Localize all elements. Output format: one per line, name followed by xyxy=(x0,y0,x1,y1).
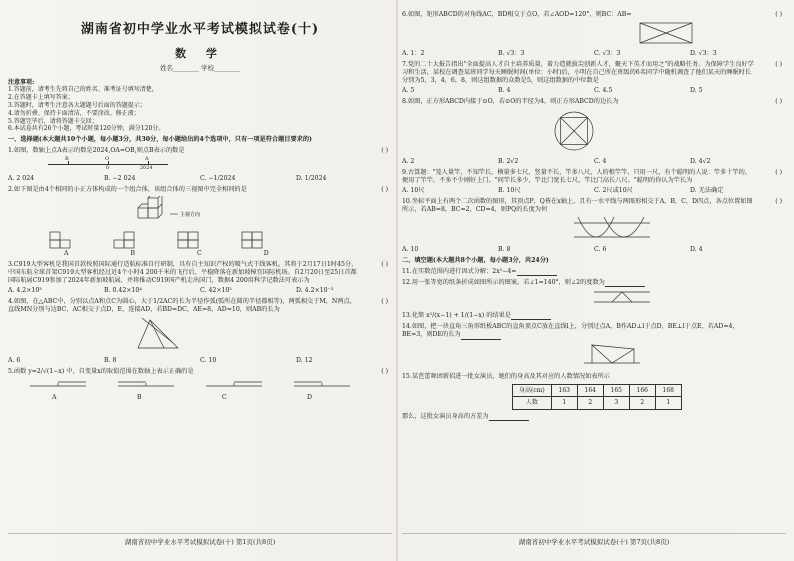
triangle-figure xyxy=(128,316,392,355)
view-labels xyxy=(64,250,392,258)
circle-square-figure xyxy=(552,109,786,156)
option-a[interactable]: A. 10尺 xyxy=(402,186,425,194)
number-line-d[interactable] xyxy=(292,378,352,392)
option-a[interactable]: A. 4.2×10³ xyxy=(8,286,42,294)
option-a[interactable]: A. 1：2 xyxy=(402,50,425,58)
option-c[interactable]: C. √3：3 xyxy=(594,50,621,58)
question-9 xyxy=(402,169,786,185)
answer-paren: ( ) xyxy=(775,61,782,69)
point-o-label: O xyxy=(105,156,110,163)
note-item: 3.答题时，请考生注意各大题题号后面的答题提示； xyxy=(8,102,146,110)
question-10-options xyxy=(402,246,786,254)
zero-label: 0 xyxy=(106,165,110,172)
question-7-text: 7.党的二十大报告指出"全面提高人才自主培养质量，着力造就拔尖创新人才，聚天下英才而用之"的战略任务。为保障学生良好学习和生活，某校在调查某班同学每天睡眠时间(单位：小时)后，小明在自己所在班级的6名同学中随机调查了他们某天的睡眠时长分别为5，3，4，6，8，则这组数据的众数是5，则这组数据的中位数是 xyxy=(402,61,754,85)
option-d[interactable]: D. 4√2 xyxy=(690,157,711,165)
answer-blank[interactable] xyxy=(517,275,557,276)
question-5-options xyxy=(52,394,392,402)
question-12 xyxy=(402,279,786,287)
question-1-options xyxy=(8,175,392,183)
question-13 xyxy=(402,312,786,320)
option-d[interactable]: D. 5 xyxy=(690,87,703,95)
parabola-figure xyxy=(572,215,786,244)
view-d[interactable] xyxy=(240,230,264,250)
option-d[interactable]: D xyxy=(307,394,312,402)
table-cell: 165 xyxy=(603,384,629,397)
table-cell: 身高(cm) xyxy=(513,384,552,397)
left-page xyxy=(8,8,392,554)
option-d[interactable]: D. 12 xyxy=(296,357,313,365)
option-b[interactable]: B. 4 xyxy=(498,87,511,95)
option-c[interactable]: C. 4.5 xyxy=(594,87,613,95)
option-c[interactable]: C. 4 xyxy=(594,157,607,165)
option-a[interactable]: A xyxy=(52,394,57,402)
question-13-text: 13.化简 x²/(x−1) + 1/(1−x) 的结果是 xyxy=(402,312,511,320)
question-14 xyxy=(402,323,786,339)
answer-paren: ( ) xyxy=(775,168,782,176)
question-9-text: 9.古算题："笼人量竿，不知竿长，横量多七尺，竖量不长，竿多八尺，人的根竿竿，只用一尺，有个聪明的人说：竿多十竿的，便用了竿竿，不多不少刚好上门。"问竿长多少，竿比门宽长七尺，竿比门高长八尺。"聪明的你认为竿长为 xyxy=(402,168,752,184)
answer-paren: ( ) xyxy=(381,147,388,155)
option-b[interactable]: B. √3：3 xyxy=(498,50,525,58)
question-3-text: 3.C919大型客机是我国首款按照国际通行适航标准自行研制，具有自主知识产权的喷气式干线客机。其将于2月17日1时45分，中国东航全球首架C919大型客机经过近4个小时4 200千米的飞行后，平稳降落在新加坡樟宜国际机场。自2月20日至25日首都国际航展C919参加了2024年新加坡航展，并将推动C919国产机走出国门，数据4 200用科学记数法可表示为 xyxy=(8,260,358,284)
option-b[interactable]: B. −2 024 xyxy=(104,175,136,183)
option-b[interactable]: B. 10尺 xyxy=(498,186,521,194)
option-d[interactable]: D. 4 xyxy=(690,246,703,253)
value-label: 2024 xyxy=(140,165,153,172)
option-a[interactable]: A. 6 xyxy=(8,357,21,365)
table-cell: 166 xyxy=(629,384,655,397)
view-label: A xyxy=(64,249,69,257)
three-views-options xyxy=(48,230,392,250)
point-b-label: B xyxy=(65,156,69,163)
view-label: D xyxy=(263,249,269,257)
view-direction-label: 主视方向 xyxy=(180,212,201,219)
answer-paren: ( ) xyxy=(381,297,388,305)
answer-blank[interactable] xyxy=(511,319,551,320)
question-2-text: 2.如下图是由4个相同的小正方体构成的一个组合体，该组合体的三视图中完全相同的是 xyxy=(8,186,247,194)
question-9-options xyxy=(402,187,786,195)
option-c[interactable]: C. 10 xyxy=(200,357,217,365)
question-6-options xyxy=(402,50,786,58)
option-c[interactable]: C xyxy=(222,394,227,402)
number-line-a[interactable] xyxy=(28,378,88,392)
question-4 xyxy=(8,298,392,314)
note-item: 2.在答题卡上填写答案； xyxy=(8,94,74,102)
question-11-text: 11.在实数范围内进行因式分解：2x²−4= xyxy=(402,268,517,276)
question-8-options xyxy=(402,158,786,166)
question-5-text: 5.函数 y=2/√(1−x) 中，自变量x的取值范围在数轴上表示正确的是 xyxy=(8,368,194,376)
question-7-options xyxy=(402,87,786,95)
question-15-text: 15.某芭蕾舞团新招进一批女演员，她们的身高及其对应的人数情况如表所示 xyxy=(402,372,610,380)
question-12-text: 12.用一张等宽的纸条折成如图所示的图案，若∠1=140°，则∠2的度数为 xyxy=(402,279,605,287)
question-11 xyxy=(402,268,786,276)
option-a[interactable]: A. 10 xyxy=(402,246,419,253)
height-table xyxy=(512,384,682,411)
answer-blank[interactable] xyxy=(605,286,645,287)
option-a[interactable]: A. 2 xyxy=(402,157,415,165)
option-b[interactable]: B. 8 xyxy=(498,246,511,253)
option-b[interactable]: B xyxy=(137,394,142,402)
section-1-heading: 一、选择题(本大题共10个小题，每小题3分，共30分，每小题给出的4个选项中，只有一项是符合题目要求的) xyxy=(8,136,312,144)
question-6-text: 6.如图，矩形ABCD的对角线AC，BD相交于点O，若∠AOD=120°，则BC：AB= xyxy=(402,11,632,18)
answer-blank[interactable] xyxy=(461,339,501,340)
question-4-options xyxy=(8,357,392,365)
option-d[interactable]: D. 4.2×10⁻³ xyxy=(296,286,334,294)
view-label: C xyxy=(197,249,202,257)
option-a[interactable]: A. 2 024 xyxy=(8,175,35,183)
question-3 xyxy=(8,261,392,285)
answer-paren: ( ) xyxy=(775,98,782,106)
question-4-text: 4.如图，在△ABC中，分别以点A和点C为圆心，大于1/2AC的长为半径作弧(弧所在圆的半径都相等)，两弧相交于M，N两点，直线MN分别与边BC，AC相交于点D，E，连接AD，若BD=DC，AE=8，AD=10，则AB的长为 xyxy=(8,297,356,313)
section-2-heading: 二、填空题(本大题共8个小题，每小题3分，共24分) xyxy=(402,257,549,265)
answer-blank[interactable] xyxy=(489,420,529,421)
exam-title: 湖南省初中学业水平考试模拟试卷(十) xyxy=(80,22,320,37)
option-d[interactable]: D. 1/2024 xyxy=(296,175,327,183)
question-7 xyxy=(402,61,786,85)
table-cell: 163 xyxy=(551,384,577,397)
table-cell: 2 xyxy=(577,397,603,410)
answer-paren: ( ) xyxy=(775,11,782,18)
question-1 xyxy=(8,147,392,155)
note-item: 5.答题完毕后，请将答题卡交回； xyxy=(8,117,98,125)
option-c[interactable]: C. −1/2024 xyxy=(200,175,236,183)
right-triangle-figure xyxy=(582,341,786,370)
rectangle-figure xyxy=(638,21,786,48)
answer-paren: ( ) xyxy=(381,186,388,194)
option-d[interactable]: D. 无法确定 xyxy=(690,186,724,194)
table-cell: 3 xyxy=(603,397,629,410)
question-15-tail xyxy=(402,413,786,421)
view-c[interactable] xyxy=(176,230,200,250)
q1-number-line xyxy=(48,157,168,173)
table-cell: 2 xyxy=(629,397,655,410)
question-2 xyxy=(8,186,392,194)
question-8 xyxy=(402,98,786,106)
view-b[interactable] xyxy=(112,230,136,250)
question-14-text: 14.如图，把一块直角三角形纸板ABC的直角顶点C放在直线l上，分别过点A，B作AD⊥l于点D，BE⊥l于点E，若AD=4，BE=3，则DE的长为 xyxy=(402,323,739,339)
option-b[interactable]: B. 8 xyxy=(104,357,117,365)
question-10 xyxy=(402,198,786,214)
question-3-options xyxy=(8,287,392,295)
note-item: 4.请勿折叠、保持卡面清洁，不要涂改、修正液； xyxy=(8,109,140,117)
page-footer: 湖南省初中学业水平考试模拟试卷(十) 第1页(共8页) xyxy=(8,533,392,546)
table-cell: 1 xyxy=(551,397,577,410)
option-c[interactable]: C. 2尺或10尺 xyxy=(594,186,633,194)
option-d[interactable]: D. √3：3 xyxy=(690,50,717,58)
table-cell: 164 xyxy=(577,384,603,397)
answer-paren: ( ) xyxy=(381,368,388,376)
question-15 xyxy=(402,373,786,381)
page-footer: 湖南省初中学业水平考试模拟试卷(十) 第7页(共8页) xyxy=(402,533,786,546)
option-b[interactable]: B. 0.42×10⁴ xyxy=(104,286,142,294)
page-fold xyxy=(396,0,398,561)
view-label: B xyxy=(130,249,136,257)
number-line-c[interactable] xyxy=(204,378,264,392)
name-school-line: 姓名________ 学校________ xyxy=(159,64,241,73)
note-item: 1.答题前，请考生先将自己的姓名、准考证号填写清楚， xyxy=(8,86,158,94)
note-item: 6.本试卷共有26个小题，考试时量120分钟，满分120分。 xyxy=(8,125,165,133)
folded-strip-figure xyxy=(592,288,786,309)
cube-figure xyxy=(136,196,392,227)
question-5 xyxy=(8,368,392,376)
table-cell: 168 xyxy=(655,384,681,397)
point-a-label: A xyxy=(145,156,149,163)
answer-paren: ( ) xyxy=(775,197,782,205)
subject-title: 数 学 xyxy=(175,46,225,60)
answer-paren: ( ) xyxy=(381,260,388,268)
table-row xyxy=(513,384,682,397)
question-6 xyxy=(402,11,786,19)
question-1-text: 1.如图，数轴上点A表示的数是2024,OA=OB,则点B表示的数是 xyxy=(8,147,185,155)
number-line-b[interactable] xyxy=(116,378,176,392)
table-row xyxy=(513,397,682,410)
table-cell: 人数 xyxy=(513,397,552,410)
question-10-text: 10.坐标平面上有两个二次函数的图形，其顶点P，Q皆在x轴上，且有一水平线与两图形相交于A，B，C，D四点，各点位置如图所示，若AB=8，BC=2，CD=4，则PQ的长度为何 xyxy=(402,197,753,213)
right-page xyxy=(402,8,786,554)
notes-block xyxy=(8,79,392,134)
question-15-tail-text: 那么，这批女演员身高的方差为 xyxy=(402,413,489,421)
option-a[interactable]: A. 5 xyxy=(402,87,415,95)
question-5-number-lines xyxy=(28,378,392,392)
notes-heading: 注意事项: xyxy=(8,78,35,86)
table-cell: 1 xyxy=(655,397,681,410)
view-a[interactable] xyxy=(48,230,72,250)
option-c[interactable]: C. 6 xyxy=(594,246,607,253)
option-b[interactable]: B. 2√2 xyxy=(498,157,519,165)
option-c[interactable]: C. 42×10² xyxy=(200,286,232,294)
question-8-text: 8.如图，正方形ABCD内接于⊙O，若⊙O的半径为4，则正方形ABCD的边长为 xyxy=(402,98,619,106)
